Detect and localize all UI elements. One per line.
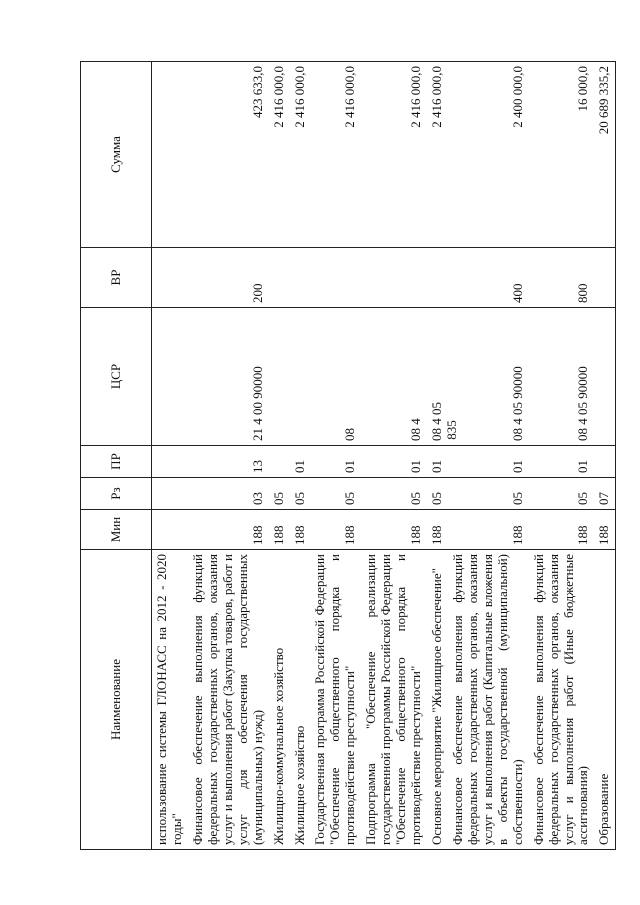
cell-rz [152,478,188,510]
cell-pr [152,446,188,478]
cell-pr: 13 [188,446,269,478]
cell-vr [427,248,448,308]
cell-pr [269,446,290,478]
cell-sum: 20 689 335,2 [594,62,615,248]
cell-min: 188 [529,510,595,550]
cell-csr: 08 [310,308,361,446]
cell-rz: 07 [594,478,615,510]
cell-rz: 03 [188,478,269,510]
cell-pr: 01 [361,446,427,478]
header-name: Наименование [81,550,152,850]
cell-csr: 08 4 05 90000 [448,308,529,446]
cell-pr: 01 [448,446,529,478]
cell-rz: 05 [269,478,290,510]
cell-csr [290,308,311,446]
cell-sum: 2 416 000,0 [427,62,448,248]
table-header [81,62,152,850]
cell-csr [269,308,290,446]
header-csr: ЦСР [81,308,152,446]
cell-sum: 423 633,0 [188,62,269,248]
cell-csr: 21 4 00 90000 [188,308,269,446]
cell-pr: 01 [529,446,595,478]
cell-rz: 05 [427,478,448,510]
cell-vr [290,248,311,308]
cell-pr: 01 [290,446,311,478]
cell-sum: 2 416 000,0 [269,62,290,248]
table-row [361,62,427,850]
header-rz: Рз [81,478,152,510]
cell-min [152,510,188,550]
table-row [188,62,269,850]
cell-vr: 800 [529,248,595,308]
cell-rz: 05 [310,478,361,510]
header-sum: Сумма [81,62,152,248]
cell-min: 188 [269,510,290,550]
page-number: 835 [444,420,459,440]
cell-csr [152,308,188,446]
cell-name: Финансовое обеспечение выполнения функций федеральных государственных органов, оказания услуг и выполнения работ (Капитальные вложения в объекты государственной (муниципальной) собственности) [448,550,529,850]
cell-rz: 05 [290,478,311,510]
table-row [290,62,311,850]
cell-csr [594,308,615,446]
cell-sum: 2 416 000,0 [310,62,361,248]
cell-csr: 08 4 [361,308,427,446]
cell-pr [594,446,615,478]
cell-vr [269,248,290,308]
cell-min: 188 [448,510,529,550]
table-row [594,62,615,850]
cell-name: Финансовое обеспечение выполнения функций федеральных государственных органов, оказания услуг и выполнения работ (Иные бюджетные ассигнования) [529,550,595,850]
header-pr: ПР [81,446,152,478]
header-min: Мин [81,510,152,550]
cell-name: Подпрограмма "Обеспечение реализации государственной программы Российской Федерации "Обеспечение общественного порядка и противодействие преступности" [361,550,427,850]
cell-min: 188 [427,510,448,550]
cell-rz: 05 [361,478,427,510]
cell-name: использование системы ГЛОНАСС на 2012 - 2020 годы" [152,550,188,850]
cell-sum: 2 416 000,0 [361,62,427,248]
table-row [152,62,188,850]
cell-min: 188 [310,510,361,550]
cell-sum [152,62,188,248]
cell-rz: 05 [448,478,529,510]
table-row [310,62,361,850]
cell-min: 188 [188,510,269,550]
cell-pr: 01 [310,446,361,478]
cell-name: Финансовое обеспечение выполнения функций федеральных государственных органов, оказания услуг и выполнения работ (Закупка товаров, работ и услуг для обеспечения государственных (муниципальных) нужд) [188,550,269,850]
budget-table-sheet [80,62,612,850]
cell-vr [310,248,361,308]
cell-vr: 200 [188,248,269,308]
header-vr: ВР [81,248,152,308]
cell-min: 188 [361,510,427,550]
cell-vr [361,248,427,308]
cell-name: Государственная программа Российской Федерации "Обеспечение общественного порядка и противодействие преступности" [310,550,361,850]
cell-vr [594,248,615,308]
cell-sum: 2 400 000,0 [448,62,529,248]
table-body [152,62,616,850]
table-row [529,62,595,850]
cell-rz: 05 [529,478,595,510]
budget-table [80,61,616,850]
cell-vr [152,248,188,308]
cell-name: Жилищное хозяйство [290,550,311,850]
cell-min: 188 [290,510,311,550]
cell-vr: 400 [448,248,529,308]
cell-sum: 16 000,0 [529,62,595,248]
cell-min: 188 [594,510,615,550]
cell-csr: 08 4 05 [427,308,448,446]
cell-name: Основное мероприятие "Жилищное обеспечение" [427,550,448,850]
table-row [269,62,290,850]
table-row [448,62,529,850]
cell-name: Жилищно-коммунальное хозяйство [269,550,290,850]
table-row [427,62,448,850]
cell-name: Образование [594,550,615,850]
cell-csr: 08 4 05 90000 [529,308,595,446]
cell-sum: 2 416 000,0 [290,62,311,248]
cell-pr: 01 [427,446,448,478]
